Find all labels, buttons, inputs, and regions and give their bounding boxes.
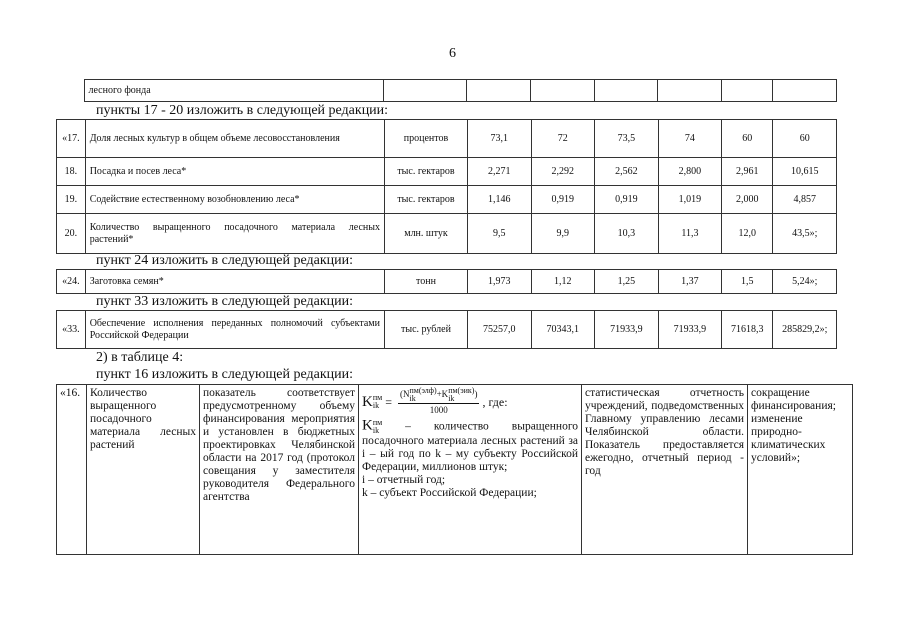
value: 1,25 (595, 270, 659, 294)
value: 10,615 (773, 158, 837, 186)
data-source: статистическая отчетность учреждений, подведомственных Главному управлению лесами Челябинской области. Показатель предоставляется ежегодно, отчетный период - год (582, 385, 748, 555)
formula-fraction: (N пм(элф) ik +K пм(эик) ik ) 1000 (399, 386, 478, 415)
table-row (57, 214, 837, 254)
table-continuation (84, 79, 837, 102)
section-heading: 2) в таблице 4: (96, 350, 184, 365)
table-row (57, 186, 837, 214)
value: 1,973 (467, 270, 531, 294)
instruction-heading: пункты 17 - 20 изложить в следующей редакции: (96, 103, 389, 118)
value: 2,292 (531, 158, 595, 186)
value: 1,5 (722, 270, 773, 294)
indicator-name: Количество выращенного посадочного материала лесных растений (87, 385, 200, 555)
value: 71933,9 (595, 311, 659, 349)
unit: тыс. рублей (384, 311, 467, 349)
row-number: 20. (57, 214, 86, 254)
indicator-basis: показатель соответствует предусмотренному объему финансирования мероприятия и установлен в бюджетных проектировках Челябинской области на 2017 год (протокол совещания у заместителя руководителя Федерального агентства (200, 385, 359, 555)
value: 12,0 (722, 214, 773, 254)
formula-indices: пм ik (372, 393, 383, 410)
unit: процентов (384, 120, 467, 158)
definition-i: i – отчетный год; (362, 474, 446, 486)
instruction-heading: пункт 24 изложить в следующей редакции: (96, 253, 353, 268)
value: 75257,0 (467, 311, 531, 349)
table-row (57, 270, 837, 294)
value: 73,5 (595, 120, 659, 158)
table-4-row-16 (56, 384, 853, 555)
row-number: 18. (57, 158, 86, 186)
value: 71618,3 (722, 311, 773, 349)
indicator-name: Обеспечение исполнения переданных полномочий субъектами Российской Федерации (85, 311, 384, 349)
row-number: «33. (57, 311, 86, 349)
indicators-table-33 (56, 310, 837, 349)
indicators-table-24 (56, 269, 837, 294)
value: 1,12 (531, 270, 595, 294)
unit: млн. штук (384, 214, 467, 254)
value: 0,919 (595, 186, 659, 214)
indicator-name: Доля лесных культур в общем объеме лесовосстановления (85, 120, 384, 158)
value: 60 (773, 120, 837, 158)
value: 2,800 (658, 158, 722, 186)
value: 10,3 (595, 214, 659, 254)
unit: тонн (384, 270, 467, 294)
definition-k-subject: k – субъект Российской Федерации; (362, 487, 537, 499)
table-cell: лесного фонда (84, 80, 384, 102)
table-row (57, 311, 837, 349)
definition-k: K пм ik – количество выращенного посадочного материала лесных растений за i – ый год по k – му субъекту Российской Федерации, миллионов штук; (362, 417, 578, 473)
value: 9,9 (531, 214, 595, 254)
table-row (57, 385, 853, 555)
table-row (57, 158, 837, 186)
formula: K пм ik = (N пм(элф) ik +K пм(эик) ik ) 1000 , где: (362, 386, 508, 415)
row-number: «17. (57, 120, 86, 158)
value: 72 (531, 120, 595, 158)
indicator-name: Заготовка семян* (85, 270, 384, 294)
row-number: «16. (57, 385, 87, 555)
value: 43,5»; (773, 214, 837, 254)
row-number: «24. (57, 270, 86, 294)
value: 60 (722, 120, 773, 158)
instruction-heading: пункт 16 изложить в следующей редакции: (96, 367, 353, 382)
value: 74 (658, 120, 722, 158)
value: 71933,9 (658, 311, 722, 349)
value: 285829,2»; (773, 311, 837, 349)
calculation-method (359, 385, 582, 555)
value: 2,961 (722, 158, 773, 186)
page-number: 6 (449, 46, 456, 61)
value: 2,271 (467, 158, 531, 186)
unit: тыс. гектаров (384, 158, 467, 186)
risks: сокращение финансирования; изменение природно-климатических условий»; (748, 385, 853, 555)
value: 11,3 (658, 214, 722, 254)
indicators-table-17-20 (56, 119, 837, 254)
value: 73,1 (467, 120, 531, 158)
value: 5,24»; (773, 270, 837, 294)
value: 1,146 (467, 186, 531, 214)
indicator-name: Посадка и посев леса* (85, 158, 384, 186)
value: 1,019 (658, 186, 722, 214)
value: 2,000 (722, 186, 773, 214)
value: 70343,1 (531, 311, 595, 349)
unit: тыс. гектаров (384, 186, 467, 214)
value: 2,562 (595, 158, 659, 186)
table-row (57, 120, 837, 158)
instruction-heading: пункт 33 изложить в следующей редакции: (96, 294, 353, 309)
value: 4,857 (773, 186, 837, 214)
value: 0,919 (531, 186, 595, 214)
value: 9,5 (467, 214, 531, 254)
row-number: 19. (57, 186, 86, 214)
indicator-name: Содействие естественному возобновлению леса* (85, 186, 384, 214)
formula-symbol: K (362, 393, 373, 410)
value: 1,37 (658, 270, 722, 294)
indicator-name: Количество выращенного посадочного материала лесных растений* (85, 214, 384, 254)
